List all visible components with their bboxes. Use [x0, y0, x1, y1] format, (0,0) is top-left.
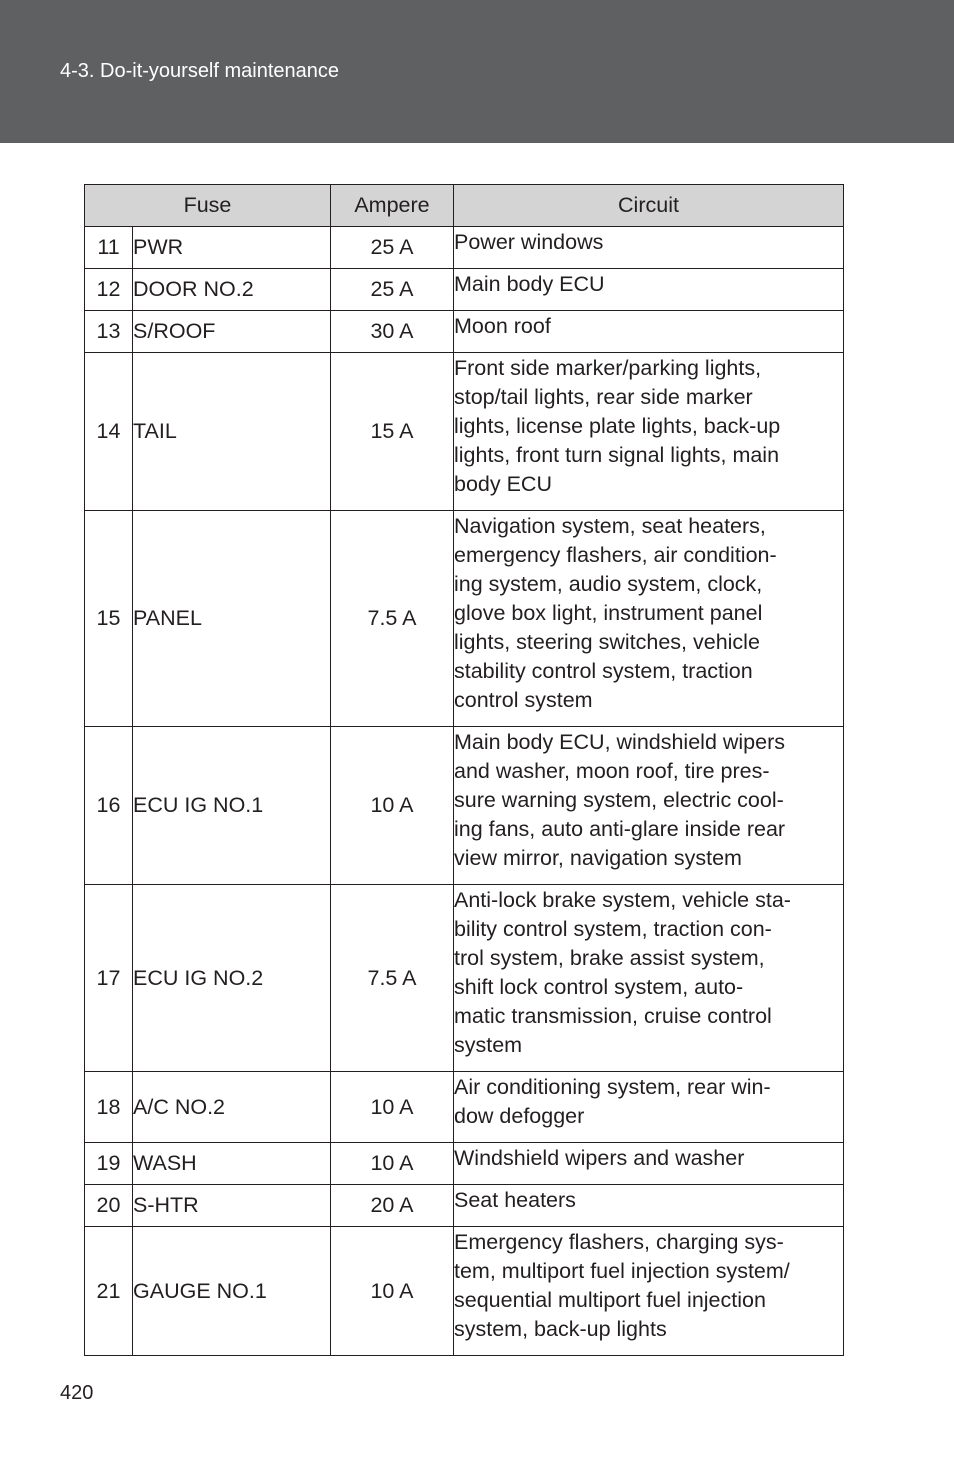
table-body [85, 227, 844, 1356]
fuse-ampere: 7.5 A [331, 511, 454, 727]
fuse-ampere: 10 A [331, 1072, 454, 1143]
circuit-line: view mirror, navigation system [454, 846, 742, 870]
fuse-name: TAIL [133, 353, 331, 511]
fuse-ampere: 25 A [331, 227, 454, 269]
fuse-table [84, 184, 844, 1356]
circuit-line: shift lock control system, auto- [454, 975, 744, 999]
circuit-line: Emergency flashers, charging sys- [454, 1230, 784, 1254]
table-row [85, 269, 844, 311]
fuse-number: 16 [85, 727, 133, 885]
circuit-line: tem, multiport fuel injection system/ [454, 1259, 790, 1283]
circuit-line: system [454, 1033, 523, 1057]
fuse-number: 13 [85, 311, 133, 353]
circuit-line: trol system, brake assist system, [454, 946, 765, 970]
table-row [85, 1227, 844, 1356]
header-band [0, 0, 954, 143]
fuse-number: 15 [85, 511, 133, 727]
fuse-circuit [454, 311, 844, 353]
circuit-line: Moon roof [454, 314, 551, 338]
circuit-line: stability control system, traction [454, 659, 753, 683]
fuse-name: PWR [133, 227, 331, 269]
circuit-line: sure warning system, electric cool- [454, 788, 784, 812]
fuse-name: ECU IG NO.1 [133, 727, 331, 885]
table-row [85, 511, 844, 727]
circuit-line: body ECU [454, 472, 552, 496]
header-fuse: Fuse [85, 185, 331, 227]
circuit-line: bility control system, traction con- [454, 917, 772, 941]
circuit-line: emergency flashers, air condition- [454, 543, 777, 567]
circuit-line: sequential multiport fuel injection [454, 1288, 766, 1312]
fuse-number: 12 [85, 269, 133, 311]
circuit-line: Air conditioning system, rear win- [454, 1075, 771, 1099]
circuit-line: Navigation system, seat heaters, [454, 514, 766, 538]
table-row [85, 227, 844, 269]
fuse-number: 14 [85, 353, 133, 511]
table-header-row [85, 185, 844, 227]
fuse-number: 20 [85, 1185, 133, 1227]
circuit-text [454, 511, 843, 715]
fuse-name: GAUGE NO.1 [133, 1227, 331, 1356]
section-title: 4-3. Do-it-yourself maintenance [60, 60, 340, 82]
fuse-ampere: 10 A [331, 727, 454, 885]
circuit-text [454, 885, 843, 1060]
circuit-text [454, 1143, 843, 1173]
circuit-text [454, 1227, 843, 1344]
circuit-line: stop/tail lights, rear side marker [454, 385, 753, 409]
circuit-line: Anti-lock brake system, vehicle sta- [454, 888, 791, 912]
circuit-line: control system [454, 688, 593, 712]
fuse-circuit [454, 353, 844, 511]
fuse-number: 21 [85, 1227, 133, 1356]
circuit-line: lights, license plate lights, back-up [454, 414, 781, 438]
fuse-circuit [454, 227, 844, 269]
header-circuit: Circuit [454, 185, 844, 227]
circuit-line: dow defogger [454, 1104, 585, 1128]
circuit-text [454, 227, 843, 257]
fuse-name: PANEL [133, 511, 331, 727]
circuit-line: Front side marker/parking lights, [454, 356, 762, 380]
circuit-line: Power windows [454, 230, 604, 254]
circuit-line: Main body ECU, windshield wipers [454, 730, 786, 754]
circuit-text [454, 269, 843, 299]
header-ampere: Ampere [331, 185, 454, 227]
fuse-number: 17 [85, 885, 133, 1072]
fuse-number: 19 [85, 1143, 133, 1185]
fuse-ampere: 15 A [331, 353, 454, 511]
fuse-circuit [454, 1227, 844, 1356]
table-row [85, 1072, 844, 1143]
circuit-line: and washer, moon roof, tire pres- [454, 759, 770, 783]
page-number: 420 [60, 1382, 94, 1404]
fuse-number: 18 [85, 1072, 133, 1143]
table-row [85, 311, 844, 353]
circuit-text [454, 311, 843, 341]
fuse-name: WASH [133, 1143, 331, 1185]
fuse-circuit [454, 269, 844, 311]
fuse-number: 11 [85, 227, 133, 269]
circuit-text [454, 1072, 843, 1131]
circuit-line: system, back-up lights [454, 1317, 667, 1341]
fuse-ampere: 25 A [331, 269, 454, 311]
fuse-circuit [454, 885, 844, 1072]
circuit-line: lights, steering switches, vehicle [454, 630, 760, 654]
fuse-circuit [454, 1143, 844, 1185]
circuit-line: Main body ECU [454, 272, 605, 296]
circuit-text [454, 727, 843, 873]
circuit-line: ing system, audio system, clock, [454, 572, 763, 596]
fuse-circuit [454, 727, 844, 885]
table-row [85, 1185, 844, 1227]
fuse-ampere: 30 A [331, 311, 454, 353]
fuse-circuit [454, 1072, 844, 1143]
table-row [85, 353, 844, 511]
fuse-name: S/ROOF [133, 311, 331, 353]
fuse-name: ECU IG NO.2 [133, 885, 331, 1072]
fuse-ampere: 7.5 A [331, 885, 454, 1072]
fuse-name: S-HTR [133, 1185, 331, 1227]
circuit-line: Seat heaters [454, 1188, 576, 1212]
fuse-circuit [454, 1185, 844, 1227]
circuit-text [454, 353, 843, 499]
circuit-line: lights, front turn signal lights, main [454, 443, 780, 467]
fuse-circuit [454, 511, 844, 727]
circuit-line: ing fans, auto anti-glare inside rear [454, 817, 786, 841]
fuse-ampere: 10 A [331, 1143, 454, 1185]
table-row [85, 885, 844, 1072]
fuse-ampere: 20 A [331, 1185, 454, 1227]
fuse-name: A/C NO.2 [133, 1072, 331, 1143]
circuit-line: matic transmission, cruise control [454, 1004, 772, 1028]
circuit-line: glove box light, instrument panel [454, 601, 763, 625]
circuit-line: Windshield wipers and washer [454, 1146, 745, 1170]
table-row [85, 727, 844, 885]
circuit-text [454, 1185, 843, 1215]
table-row [85, 1143, 844, 1185]
fuse-name: DOOR NO.2 [133, 269, 331, 311]
fuse-ampere: 10 A [331, 1227, 454, 1356]
